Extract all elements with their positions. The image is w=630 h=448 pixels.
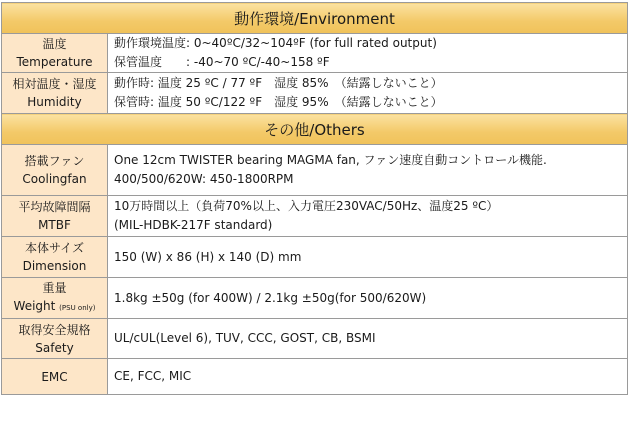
safety-label [2, 319, 108, 359]
weight-label-en: Weight [13, 299, 56, 313]
humidity-operating: 動作時: 温度 25 ºC / 77 ºF 湿度 85% （結露しないこと） [114, 76, 443, 90]
dimension-label-en: Dimension [22, 259, 87, 273]
coolingfan-value [108, 145, 628, 196]
weight-value [108, 278, 628, 319]
environment-section-title: 動作環境/Environment [2, 3, 628, 34]
temperature-label-ja: 温度 [42, 37, 67, 51]
emc-standards: CE, FCC, MIC [114, 369, 192, 383]
others-header-row [2, 114, 628, 145]
weight-label-en-line [2, 297, 107, 317]
mtbf-label-ja: 平均故障間隔 [18, 200, 91, 214]
emc-label-text: EMC [41, 369, 68, 384]
dimension-value [108, 237, 628, 278]
temperature-operating: 動作環境温度: 0~40ºC/32~104ºF (for full rated output) [114, 36, 437, 50]
temperature-label-en: Temperature [16, 55, 93, 69]
coolingfan-label-en: Coolingfan [22, 172, 87, 186]
weight-amount: 1.8kg ±50g (for 400W) / 2.1kg ±50g(for 500/620W) [114, 290, 427, 305]
humidity-label [2, 73, 108, 114]
table-row [2, 73, 628, 114]
humidity-label-ja: 相対温度・湿度 [12, 77, 97, 91]
mtbf-label [2, 196, 108, 237]
mtbf-hours: 10万時間以上（負荷70%以上、入力電圧230VAC/50Hz、温度25 ºC） [114, 199, 499, 213]
table-row [2, 319, 628, 359]
table-row [2, 145, 628, 196]
mtbf-standard: (MIL-HDBK-217F standard) [114, 218, 273, 232]
mtbf-label-en: MTBF [38, 218, 71, 232]
safety-standards: UL/cUL(Level 6), TUV, CCC, GOST, CB, BSMI [114, 331, 376, 345]
dimension-size: 150 (W) x 86 (H) x 140 (D) mm [114, 249, 302, 264]
temperature-storage: 保管温度 : -40~70 ºC/-40~158 ºF [114, 55, 330, 69]
coolingfan-desc: One 12cm TWISTER bearing MAGMA fan, ファン速度自動コントロール機能. [114, 153, 547, 167]
emc-label [2, 359, 108, 395]
safety-label-ja: 取得安全規格 [18, 322, 91, 337]
coolingfan-rpm: 400/500/620W: 450-1800RPM [114, 172, 294, 186]
table-row [2, 34, 628, 73]
weight-label-ja: 重量 [42, 281, 67, 295]
weight-label [2, 278, 108, 319]
humidity-storage: 保管時: 温度 50 ºC/122 ºF 湿度 95% （結露しないこと） [114, 95, 443, 109]
temperature-value [108, 34, 628, 73]
table-row [2, 278, 628, 319]
table-row [2, 237, 628, 278]
spec-table [1, 2, 628, 395]
dimension-label [2, 237, 108, 278]
mtbf-value [108, 196, 628, 237]
coolingfan-label [2, 145, 108, 196]
coolingfan-label-ja: 搭載ファン [24, 154, 85, 168]
humidity-label-en: Humidity [27, 95, 82, 109]
environment-header-row [2, 3, 628, 34]
dimension-label-ja: 本体サイズ [24, 241, 85, 255]
table-row [2, 359, 628, 395]
emc-value [108, 359, 628, 395]
temperature-label [2, 34, 108, 73]
table-row [2, 196, 628, 237]
safety-label-en: Safety [35, 340, 74, 355]
others-section-title: その他/Others [2, 114, 628, 145]
safety-value [108, 319, 628, 359]
humidity-value [108, 73, 628, 114]
weight-label-note: (PSU only) [59, 304, 96, 312]
